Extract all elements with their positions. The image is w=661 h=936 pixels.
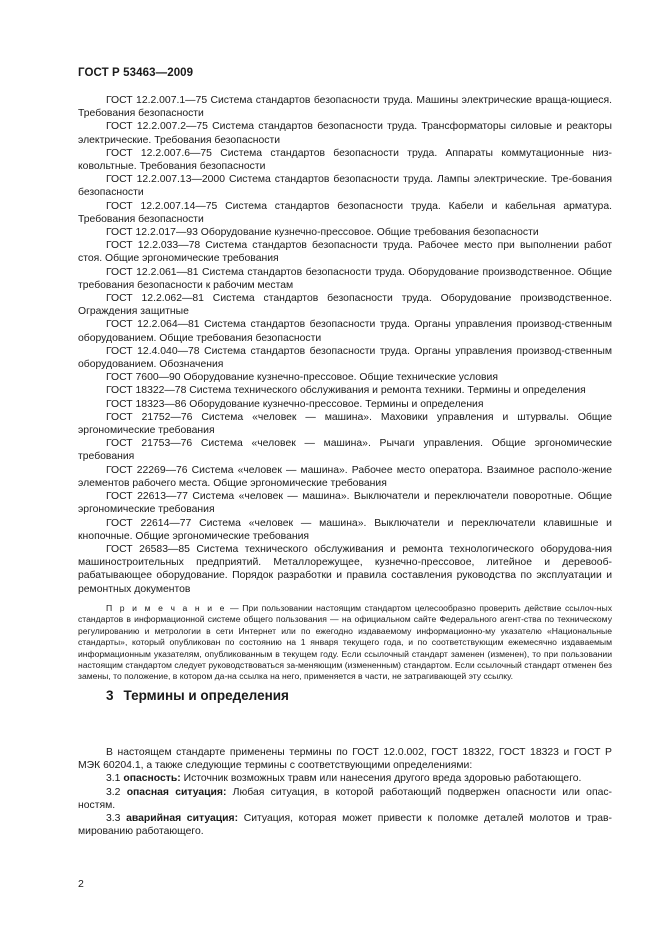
term-name: аварийная ситуация: xyxy=(126,813,239,825)
reference-item: ГОСТ 12.2.007.2—75 Система стандартов безопасности труда. Трансформаторы силовые и реакторы электрические. Требования безопасности xyxy=(78,121,612,146)
reference-item: ГОСТ 22613—77 Система «человек — машина». Выключатели и переключатели поворотные. Общие эргономические требования xyxy=(78,491,612,516)
term-name: опасная ситуация: xyxy=(126,786,227,798)
term-item xyxy=(78,786,612,812)
term-number: 3.1 xyxy=(106,773,121,785)
term-item xyxy=(78,772,612,785)
reference-item: ГОСТ 26583—85 Система технического обслуживания и ремонта технологического оборудова-ния машиностроительных предприятий. Металлорежущее, кузнечно-прессовое, литейное и деревооб-рабатывающее оборудование. Порядок разработки и правила составления руководства по эксплуатации и ремонтных документов xyxy=(78,543,612,595)
reference-item: ГОСТ 12.2.033—78 Система стандартов безопасности труда. Рабочее место при выполнении работ стоя. Общие эргономические требования xyxy=(78,240,612,265)
reference-item: ГОСТ 22614—77 Система «человек — машина». Выключатели и переключатели клавишные и кнопочные. Общие эргономические требования xyxy=(78,517,612,542)
term-number: 3.2 xyxy=(106,786,121,798)
term-item xyxy=(78,812,612,838)
reference-item: ГОСТ 12.2.007.6—75 Система стандартов безопасности труда. Аппараты коммутационные низ-ковольтные. Требования безопасности xyxy=(78,147,612,173)
term-definition: Ситуация, которая может привести к поломке деталей молотов и трав-мированию работающего. xyxy=(78,813,613,838)
reference-item: ГОСТ 7600—90 Оборудование кузнечно-прессовое. Общие технические условия xyxy=(106,372,498,384)
reference-item: ГОСТ 22269—76 Система «человек — машина». Рабочее место оператора. Взаимное располо-жение элементов рабочего места. Общие эргономические требования xyxy=(78,464,612,489)
reference-item: ГОСТ 18323—86 Оборудование кузнечно-прессовое. Термины и определения xyxy=(106,398,484,410)
term-number: 3.3 xyxy=(106,813,121,825)
note-paragraph xyxy=(78,603,612,683)
reference-item: ГОСТ 12.2.007.14—75 Система стандартов безопасности труда. Кабели и кабельная арматура. Требования безопасности xyxy=(78,200,612,225)
reference-item: ГОСТ 12.2.017—93 Оборудование кузнечно-прессовое. Общие требования безопасности xyxy=(106,227,539,239)
reference-item: ГОСТ 21752—76 Система «человек — машина». Маховики управления и штурвалы. Общие эргономические требования xyxy=(78,411,612,437)
section-heading xyxy=(106,688,289,703)
reference-item: ГОСТ 12.4.040—78 Система стандартов безопасности труда. Органы управления производ-ственным оборудованием. Обозначения xyxy=(78,345,612,371)
reference-item: ГОСТ 12.2.064—81 Система стандартов безопасности труда. Органы управления производ-ственным оборудованием. Общие требования безопасности xyxy=(78,319,612,344)
document-header: ГОСТ Р 53463—2009 xyxy=(78,67,194,79)
note-text: — При пользовании настоящим стандартом целесообразно проверить действие ссылоч-ных стандартов в информационной системе общего пользования — на официальном сайте Федерального агент-ства по техническому регулированию и метрологии в сети Интернет или по ежегодно издаваемому информационно-му указателю «Национальные стандарты», который опубликован по состоянию на 1 января текущего года, и по соответствующим ежемесячно издаваемым информационным указателям, опубликованным в текущем году. Если ссылочный стандарт заменен (изменен), то при пользовании настоящим стандартом следует руководствоваться за-меняющим (измененным) стандартом. Если ссылочный стандарт отменен без замены, то положение, в котором да-на ссылка на него, применяется в части, не затрагивающей эту ссылку. xyxy=(78,603,612,682)
reference-item: ГОСТ 21753—76 Система «человек — машина». Рычаги управления. Общие эргономические требования xyxy=(78,438,612,463)
terms-block xyxy=(78,746,612,838)
term-name: опасность: xyxy=(123,773,181,785)
term-definition: Источник возможных травм или нанесения другого вреда здоровью работающего. xyxy=(180,773,582,785)
reference-item: ГОСТ 12.2.062—81 Система стандартов безопасности труда. Оборудование производственное. Ограждения защитные xyxy=(78,293,612,318)
terms-intro: В настоящем стандарте применены термины по ГОСТ 12.0.002, ГОСТ 18322, ГОСТ 18323 и ГОСТ Р МЭК 60204.1, а также следующие термины с соответствующими определениями: xyxy=(78,747,612,772)
reference-item: ГОСТ 12.2.007.13—2000 Система стандартов безопасности труда. Лампы электрические. Тре-бования безопасности xyxy=(78,174,612,199)
note-label: П р и м е ч а н и е xyxy=(106,603,227,613)
normative-references-list xyxy=(78,94,612,596)
reference-item: ГОСТ 12.2.007.1—75 Система стандартов безопасности труда. Машины электрические враща-ющиеся. Требования безопасности xyxy=(78,95,612,120)
term-definition: Любая ситуация, в которой работающий подвержен опасности или опас-ностям. xyxy=(78,786,613,811)
section-title-text: Термины и определения xyxy=(123,688,289,703)
reference-item: ГОСТ 12.2.061—81 Система стандартов безопасности труда. Оборудование производственное. Общие требования безопасности к рабочим местам xyxy=(78,266,612,291)
page-number: 2 xyxy=(78,878,84,890)
section-number: 3 xyxy=(106,688,114,703)
reference-item: ГОСТ 18322—78 Система технического обслуживания и ремонта техники. Термины и определения xyxy=(106,385,586,397)
